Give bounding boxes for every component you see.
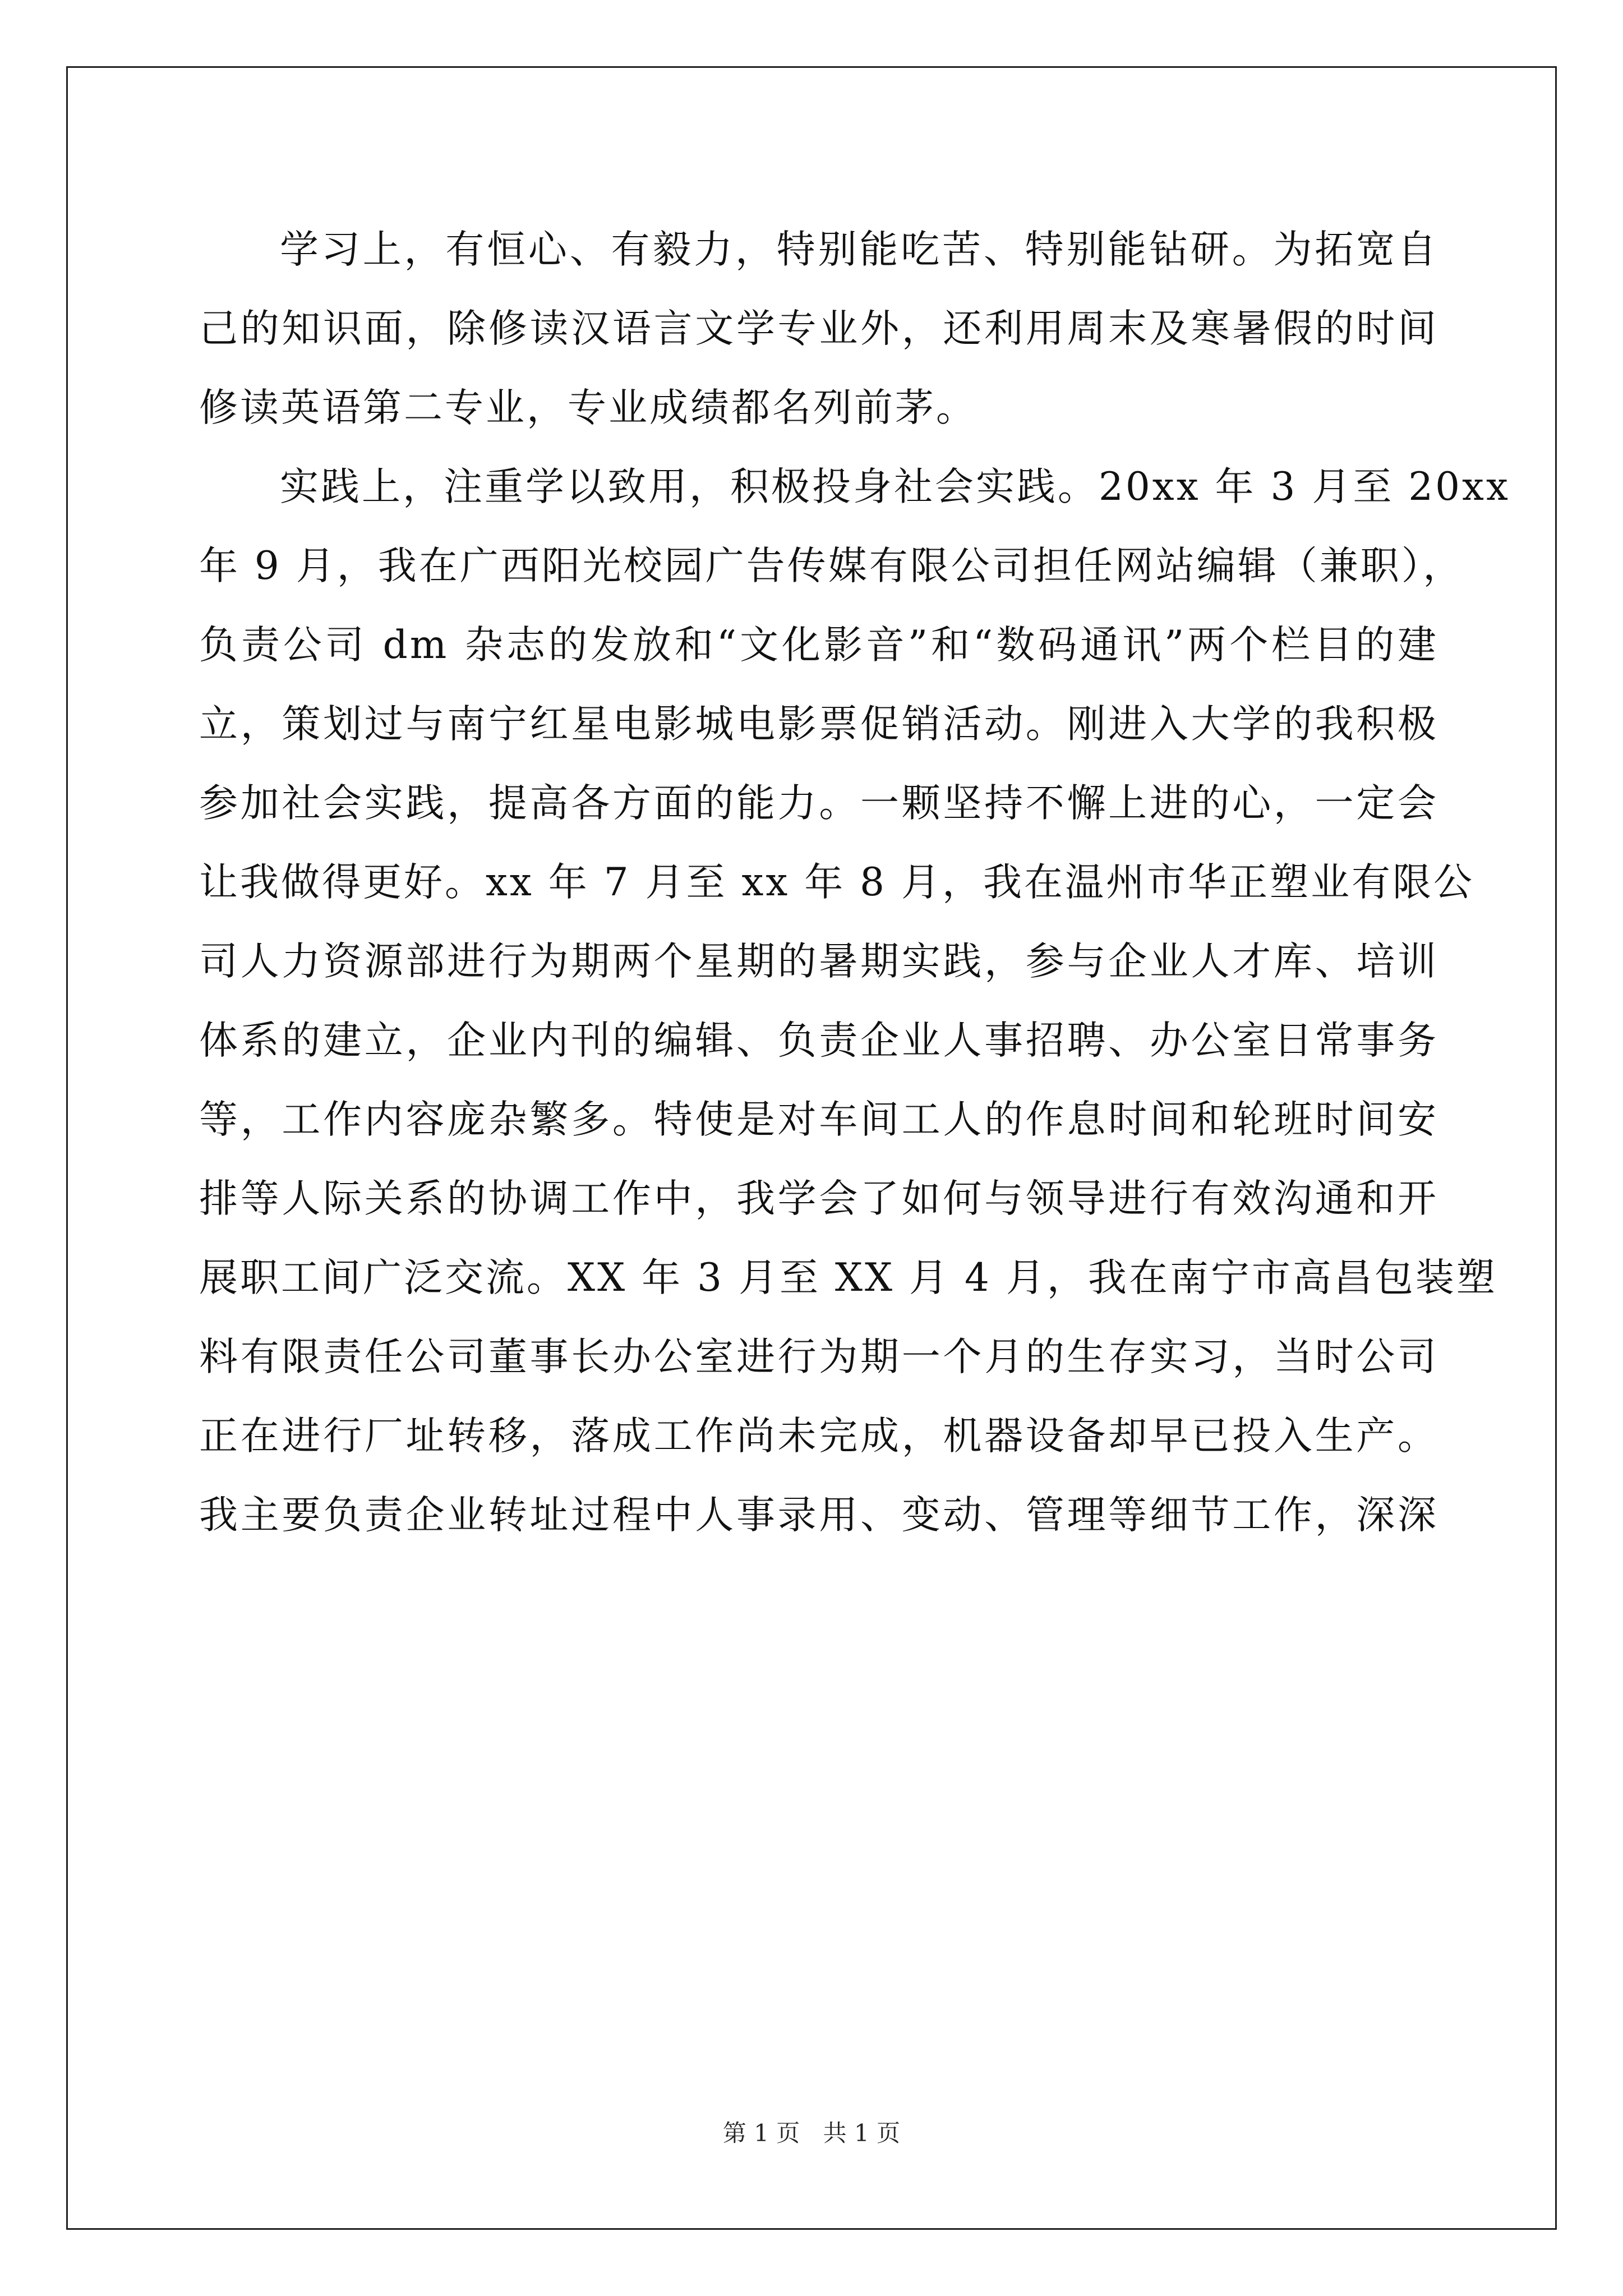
- text-line: 立，策划过与南宁红星电影城电影票促销活动。刚进入大学的我积极: [199, 702, 1438, 747]
- text-line: 料有限责任公司董事长办公室进行为期一个月的生存实习，当时公司: [199, 1335, 1438, 1379]
- text-line: 实践上，注重学以致用，积极投身社会实践。20xx 年 3 月至 20xx: [280, 464, 1510, 509]
- text-line: 学习上，有恒心、有毅力，特别能吃苦、特别能钻研。为拓宽自: [280, 227, 1438, 272]
- text-line: 我主要负责企业转址过程中人事录用、变动、管理等细节工作，深深: [199, 1493, 1438, 1538]
- page-footer: [0, 2115, 1623, 2148]
- text-line: 己的知识面，除修读汉语言文学专业外，还利用周末及寒暑假的时间: [199, 306, 1438, 351]
- text-line: 排等人际关系的协调工作中，我学会了如何与领导进行有效沟通和开: [199, 1176, 1438, 1221]
- text-line: 参加社会实践，提高各方面的能力。一颗坚持不懈上进的心，一定会: [199, 781, 1438, 826]
- text-line: 司人力资源部进行为期两个星期的暑期实践，参与企业人才库、培训: [199, 939, 1438, 984]
- text-line: 体系的建立，企业内刊的编辑、负责企业人事招聘、办公室日常事务: [199, 1018, 1438, 1063]
- text-line: 等，工作内容庞杂繁多。特使是对车间工人的作息时间和轮班时间安: [199, 1097, 1438, 1142]
- text-line: 正在进行厂址转移，落成工作尚未完成，机器设备却早已投入生产。: [199, 1414, 1438, 1458]
- text-line: 修读英语第二专业，专业成绩都名列前茅。: [199, 385, 977, 430]
- page-number: 第 1 页: [722, 2119, 800, 2147]
- text-line: 负责公司 dm 杂志的发放和“文化影音”和“数码通讯”两个栏目的建: [199, 623, 1438, 668]
- text-line: 让我做得更好。xx 年 7 月至 xx 年 8 月，我在温州市华正塑业有限公: [199, 860, 1474, 905]
- text-line: 展职工间广泛交流。XX 年 3 月至 XX 月 4 月，我在南宁市高昌包装塑: [199, 1255, 1497, 1300]
- document-body: [199, 210, 1510, 1555]
- page-total: 共 1 页: [823, 2119, 901, 2147]
- text-line: 年 9 月，我在广西阳光校园广告传媒有限公司担任网站编辑（兼职），: [199, 544, 1464, 588]
